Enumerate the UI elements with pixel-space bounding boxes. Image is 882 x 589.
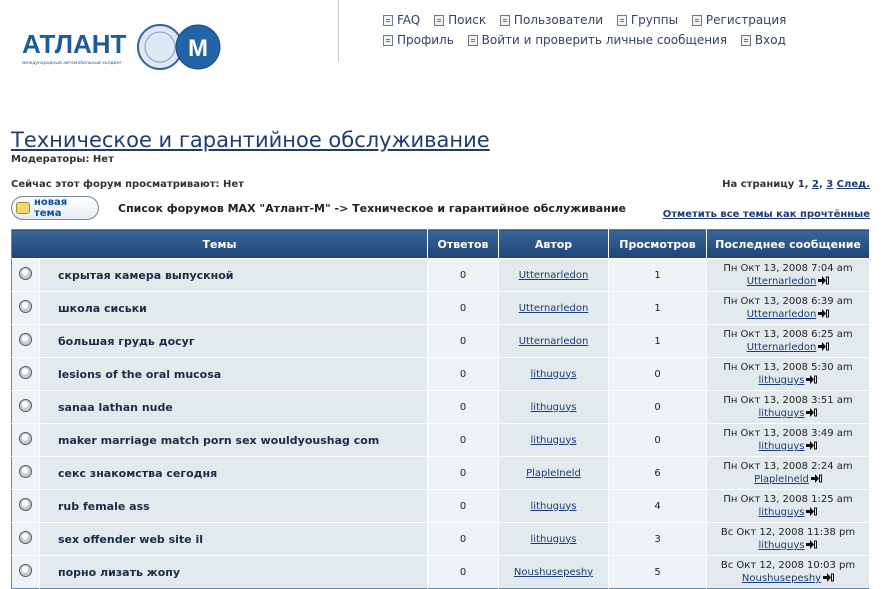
topic-title[interactable]: секс знакомства сегодня	[40, 457, 428, 490]
topic-status-icon	[19, 267, 32, 280]
topic-replies: 0	[428, 325, 499, 358]
pagination-prefix: На страницу 1,	[722, 179, 809, 190]
header-divider	[338, 0, 339, 62]
table-row	[12, 391, 870, 424]
last-post-date: Пн Окт 13, 2008 1:25 am	[723, 494, 853, 505]
topic-title[interactable]: порно лизать жопу	[40, 556, 428, 589]
topic-status-icon	[19, 300, 32, 313]
breadcrumb[interactable]: Список форумов MAX "Атлант-М" -> Техническое и гарантийное обслуживание	[118, 202, 626, 215]
faq-icon	[383, 15, 393, 26]
atlant-logo-graphic	[22, 24, 227, 74]
go-to-post-icon	[823, 573, 834, 582]
last-post-cell	[707, 325, 870, 358]
topic-author-cell	[499, 556, 609, 589]
new-topic-icon	[16, 202, 30, 214]
topic-author-link[interactable]: Utternarledon	[518, 302, 589, 314]
go-to-post-icon	[818, 342, 829, 351]
col-header-topics: Темы	[12, 230, 428, 259]
page-2-link[interactable]: 2	[811, 179, 819, 190]
nav-messages[interactable]: Войти и проверить личные сообщения	[468, 33, 727, 47]
topic-author-cell	[499, 490, 609, 523]
topic-author-cell	[499, 424, 609, 457]
topic-author-cell	[499, 457, 609, 490]
table-row	[12, 556, 870, 589]
nav-register[interactable]: Регистрация	[692, 13, 786, 27]
topic-author-link[interactable]: lithuguys	[530, 401, 577, 413]
last-post-user-link[interactable]: lithuguys	[758, 507, 805, 518]
topic-status-icon	[19, 399, 32, 412]
login-icon	[741, 35, 751, 46]
topic-title[interactable]: maker marriage match porn sex wouldyoushag com	[40, 424, 428, 457]
go-to-post-icon	[806, 441, 817, 450]
go-to-post-icon	[806, 540, 817, 549]
topic-status-cell	[12, 259, 40, 292]
topic-status-cell	[12, 457, 40, 490]
nav-faq[interactable]: FAQ	[383, 13, 420, 27]
topic-replies: 0	[428, 556, 499, 589]
table-row	[12, 358, 870, 391]
topic-title[interactable]: школа сиськи	[40, 292, 428, 325]
topic-status-cell	[12, 523, 40, 556]
topic-replies: 0	[428, 358, 499, 391]
topic-status-cell	[12, 424, 40, 457]
topic-author-cell	[499, 391, 609, 424]
topic-replies: 0	[428, 457, 499, 490]
logo-tagline: международный автомобильный холдинг	[22, 61, 122, 66]
last-post-cell	[707, 490, 870, 523]
search-icon	[434, 15, 444, 26]
topic-author-link[interactable]: Noushusepeshy	[513, 566, 594, 578]
topic-author-link[interactable]: Utternarledon	[518, 335, 589, 347]
mark-all-read-link[interactable]: Отметить все темы как прочтённые	[662, 209, 870, 220]
last-post-user-link[interactable]: PlapleIneld	[754, 474, 809, 485]
last-post-date: Пн Окт 13, 2008 7:04 am	[723, 263, 853, 274]
moderators-text: Модераторы: Нет	[11, 154, 114, 165]
topic-views: 6	[609, 457, 707, 490]
topic-status-icon	[19, 465, 32, 478]
topic-title[interactable]: скрытая камера выпускной	[40, 259, 428, 292]
top-nav-row-1	[383, 13, 796, 29]
topic-replies: 0	[428, 391, 499, 424]
last-post-cell	[707, 358, 870, 391]
last-post-user-link[interactable]: lithuguys	[758, 540, 805, 551]
topic-status-icon	[19, 333, 32, 346]
table-row	[12, 292, 870, 325]
topic-status-cell	[12, 292, 40, 325]
pagination: На страницу 1, 2, 3 След.	[722, 179, 870, 190]
topic-status-cell	[12, 358, 40, 391]
topic-author-link[interactable]: lithuguys	[530, 434, 577, 446]
topic-views: 0	[609, 358, 707, 391]
topic-views: 0	[609, 391, 707, 424]
topic-author-cell	[499, 292, 609, 325]
users-icon	[500, 15, 510, 26]
groups-icon	[617, 15, 627, 26]
last-post-date: Пн Окт 13, 2008 3:49 am	[723, 428, 853, 439]
go-to-post-icon	[818, 309, 829, 318]
last-post-cell	[707, 292, 870, 325]
topic-status-icon	[19, 366, 32, 379]
topic-replies: 0	[428, 259, 499, 292]
profile-icon	[383, 35, 393, 46]
go-to-post-icon	[806, 408, 817, 417]
go-to-post-icon	[818, 276, 829, 285]
last-post-date: Пн Окт 13, 2008 3:51 am	[723, 395, 853, 406]
last-post-date: Вс Окт 12, 2008 10:03 pm	[720, 560, 856, 571]
last-post-cell	[707, 556, 870, 589]
topic-status-cell	[12, 391, 40, 424]
site-logo[interactable]	[22, 24, 227, 74]
last-post-cell	[707, 391, 870, 424]
col-header-author: Автор	[499, 230, 609, 259]
table-header-row	[12, 230, 870, 259]
viewing-users-text: Сейчас этот форум просматривают: Нет	[11, 179, 244, 190]
go-to-post-icon	[806, 375, 817, 384]
topic-title[interactable]: sanaa lathan nude	[40, 391, 428, 424]
last-post-user-link[interactable]: lithuguys	[758, 375, 805, 386]
topic-author-link[interactable]: Utternarledon	[518, 269, 589, 281]
topic-author-link[interactable]: PlapleIneld	[526, 467, 581, 479]
topic-title[interactable]: rub female ass	[40, 490, 428, 523]
topics-table	[11, 229, 870, 589]
topic-views: 1	[609, 259, 707, 292]
new-topic-label: новая тема	[33, 197, 68, 219]
logo-letter: М	[188, 35, 208, 62]
table-row	[12, 457, 870, 490]
last-post-cell	[707, 259, 870, 292]
topic-author-cell	[499, 358, 609, 391]
go-to-post-icon	[806, 507, 817, 516]
topic-replies: 0	[428, 523, 499, 556]
last-post-date: Пн Окт 13, 2008 5:30 am	[723, 362, 853, 373]
last-post-date: Пн Окт 13, 2008 6:25 am	[723, 329, 853, 340]
table-row	[12, 424, 870, 457]
last-post-date: Пн Окт 13, 2008 6:39 am	[723, 296, 853, 307]
topic-views: 5	[609, 556, 707, 589]
topic-author-link[interactable]: lithuguys	[530, 368, 577, 380]
next-page-link[interactable]: След.	[836, 179, 870, 190]
register-icon	[692, 15, 702, 26]
nav-profile[interactable]: Профиль	[383, 33, 454, 47]
topic-replies: 0	[428, 490, 499, 523]
topic-author-cell	[499, 523, 609, 556]
table-row	[12, 259, 870, 292]
topic-status-cell	[12, 490, 40, 523]
topic-replies: 0	[428, 424, 499, 457]
topic-views: 1	[609, 325, 707, 358]
logo-text: АТЛАНТ	[22, 29, 127, 59]
messages-icon	[468, 35, 478, 46]
nav-login[interactable]: Вход	[741, 33, 786, 47]
topic-status-icon	[19, 432, 32, 445]
topic-author-link[interactable]: lithuguys	[530, 533, 577, 545]
go-to-post-icon	[811, 474, 822, 483]
topic-views: 0	[609, 424, 707, 457]
topic-status-icon	[19, 498, 32, 511]
topic-views: 1	[609, 292, 707, 325]
nav-users[interactable]: Пользователи	[500, 13, 603, 27]
table-row	[12, 523, 870, 556]
topic-status-icon	[19, 531, 32, 544]
topic-status-cell	[12, 556, 40, 589]
last-post-user-link[interactable]: Utternarledon	[746, 342, 817, 353]
topic-author-cell	[499, 325, 609, 358]
col-header-replies: Ответов	[428, 230, 499, 259]
nav-groups[interactable]: Группы	[617, 13, 678, 27]
table-row	[12, 490, 870, 523]
last-post-user-link[interactable]: Noushusepeshy	[741, 573, 822, 584]
page-3-link[interactable]: 3	[826, 179, 834, 190]
forum-title[interactable]: Техническое и гарантийное обслуживание	[11, 128, 490, 152]
topic-status-cell	[12, 325, 40, 358]
table-row	[12, 325, 870, 358]
last-post-user-link[interactable]: lithuguys	[758, 441, 805, 452]
topic-title[interactable]: большая грудь досуг	[40, 325, 428, 358]
last-post-cell	[707, 424, 870, 457]
last-post-user-link[interactable]: Utternarledon	[746, 309, 817, 320]
topic-title[interactable]: lesions of the oral mucosa	[40, 358, 428, 391]
topic-author-cell	[499, 259, 609, 292]
last-post-user-link[interactable]: Utternarledon	[746, 276, 817, 287]
last-post-user-link[interactable]: lithuguys	[758, 408, 805, 419]
new-topic-button[interactable]	[11, 196, 99, 220]
topic-views: 4	[609, 490, 707, 523]
last-post-date: Пн Окт 13, 2008 2:24 am	[723, 461, 853, 472]
topic-views: 3	[609, 523, 707, 556]
topic-author-link[interactable]: lithuguys	[530, 500, 577, 512]
col-header-last-post: Последнее сообщение	[707, 230, 870, 259]
col-header-views: Просмотров	[609, 230, 707, 259]
topic-title[interactable]: sex offender web site il	[40, 523, 428, 556]
last-post-date: Вс Окт 12, 2008 11:38 pm	[720, 527, 856, 538]
topic-replies: 0	[428, 292, 499, 325]
topic-status-icon	[19, 564, 32, 577]
top-nav-row-2	[383, 33, 796, 49]
last-post-cell	[707, 523, 870, 556]
nav-search[interactable]: Поиск	[434, 13, 486, 27]
last-post-cell	[707, 457, 870, 490]
